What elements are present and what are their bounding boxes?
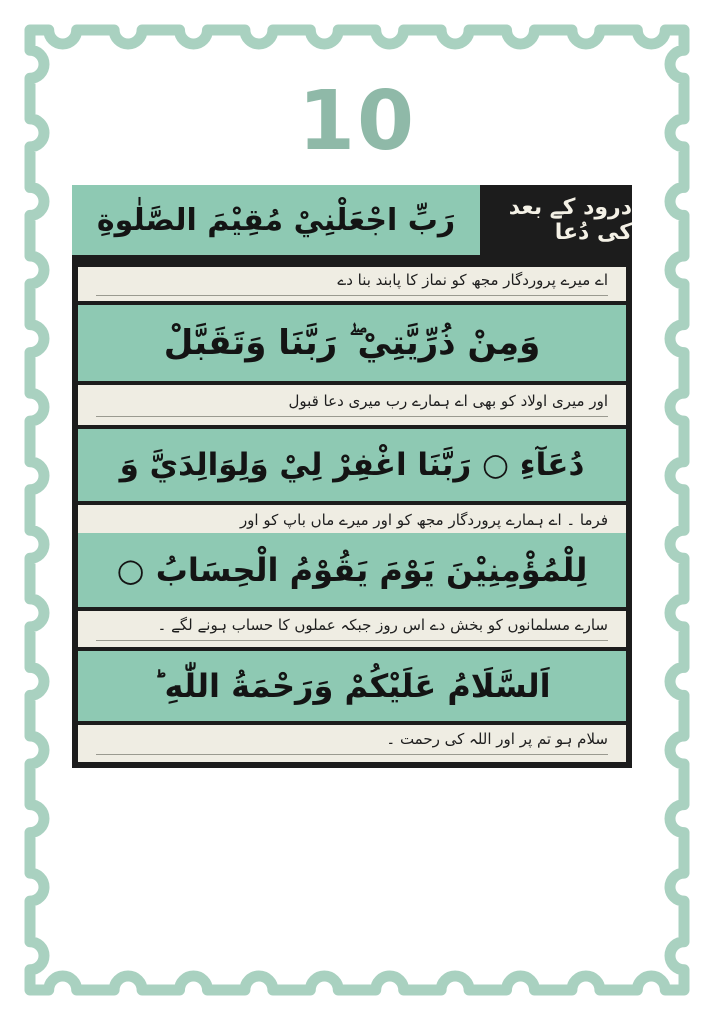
card-label: درود کے بعد کی دُعا	[480, 185, 632, 255]
title-arabic-verse: رَبِّ اجْعَلْنِيْ مُقِيْمَ الصَّلٰوةِ	[72, 185, 480, 255]
arabic-verse-line: وَمِنْ ذُرِّيَّتِيْ ۖ رَبَّنَا وَتَقَبَّلْ	[78, 305, 626, 381]
arabic-verse-line: دُعَآءِ ○ رَبَّنَا اغْفِرْ لِيْ وَلِوَالِدَيَّ وَ	[78, 429, 626, 501]
urdu-translation-line: اور میری اولاد کو بھی اے ہمارے رب میری دعا قبول	[78, 385, 626, 425]
title-row	[72, 185, 632, 255]
urdu-translation-line: فرما ۔ اے ہمارے پروردگار مجھ کو اور میرے ماں باپ کو اور	[78, 505, 626, 543]
urdu-translation-line: سلام ہو تم پر اور اللہ کی رحمت ۔	[78, 725, 626, 762]
arabic-verse-line: لِلْمُؤْمِنِيْنَ يَوْمَ يَقُوْمُ الْحِسَابُ ○	[78, 533, 626, 607]
arabic-verse-line: اَلسَّلَامُ عَلَيْكُمْ وَرَحْمَةُ اللّٰهِ ؕ	[78, 651, 626, 721]
dua-card	[72, 185, 632, 768]
page-number: 10	[297, 74, 417, 169]
urdu-translation-line: اے میرے پروردگار مجھ کو نماز کا پابند بنا دے	[78, 267, 626, 301]
urdu-translation-line: سارے مسلمانوں کو بخش دے اس روز جبکہ عملوں کا حساب ہونے لگے ۔	[78, 611, 626, 647]
